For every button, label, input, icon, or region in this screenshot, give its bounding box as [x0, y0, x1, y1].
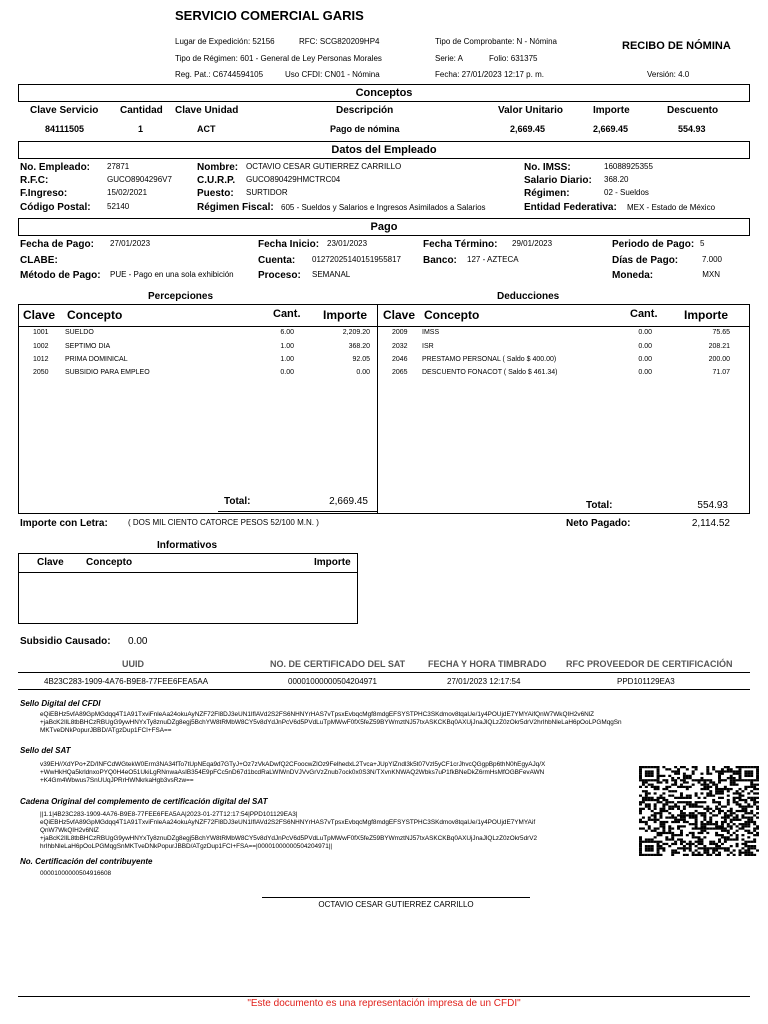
perc-row-cant: 1.00 — [280, 356, 294, 363]
ded-row-clave: 2009 — [392, 329, 408, 336]
concepto-cantidad: 1 — [138, 124, 144, 134]
cuenta-label: Cuenta: — [258, 255, 296, 266]
ingreso-label: F.Ingreso: — [20, 188, 68, 199]
firma-nombre: OCTAVIO CESAR GUTIERREZ CARRILLO — [318, 900, 474, 909]
ded-row-clave: 2065 — [392, 369, 408, 376]
ded-row-concepto: IMSS — [422, 329, 440, 336]
ded-row-cant: 0.00 — [638, 356, 652, 363]
regimen-label: Régimen: — [524, 188, 570, 199]
qr-code-icon — [639, 766, 759, 856]
codigo-postal: 52140 — [107, 202, 130, 211]
moneda: MXN — [702, 270, 720, 279]
ded-row-cant: 0.00 — [638, 369, 652, 376]
empleado-nombre: OCTAVIO CESAR GUTIERREZ CARRILLO — [246, 162, 402, 171]
ded-row-clave: 2046 — [392, 356, 408, 363]
ded-row-cant: 0.00 — [638, 329, 652, 336]
perc-row-cant: 1.00 — [280, 343, 294, 350]
col-descuento: Descuento — [667, 105, 719, 116]
recibo-title: RECIBO DE NÓMINA — [622, 40, 731, 52]
col-clave-servicio: Clave Servicio — [30, 105, 99, 116]
info-col-clave: Clave — [37, 557, 64, 568]
importe-letra-label: Importe con Letra: — [20, 518, 108, 529]
ded-col-clave: Clave — [383, 308, 416, 322]
cadena-original: ||1.1|4B23C283-1909-4A76-B9E8-77FEE6FEA5AA|2023-01-27T12:17:54|PPD101129EA3| eQiEBHz5vfA89GpMGdqq4T1A91TxviFnleAa24okuAyNZF72Fl8DJ3eUN1IflAVd2S2FS6NHNYrHAS7vTpsxEvbqcMgf8mdgEFSYSTPHC3SKdmov8tqaUe/1y4POUjdE7YMYAif QnW7WkQIH2v6NlZ +jaBcK2IlL8tbBHCzRBUgG9ywHNYxTy8znuDZg8egj5BchYW8tRMbW8CY5v8dYdJnPcV6d5PVdLuTpMWwF0fX5feZ59BYWmztNJ57txASKCKBq0AXUjJnaJlQLzZ0zOkr5drV2 hrIhbNleLaH6pOoLPGMqgSnMKTveDNkPopurJBBD/ATgzDup1FCI+FSA==|00001000000504204971|| — [40, 811, 538, 850]
empleado-curp: GUCO890429HMCTRC04 — [246, 175, 341, 184]
info-col-concepto: Concepto — [86, 557, 133, 568]
fecha-timbrado-label: FECHA Y HORA TIMBRADO — [428, 659, 547, 669]
perc-col-concepto: Concepto — [67, 308, 123, 322]
fecha-inicio-label: Fecha Inicio: — [258, 239, 320, 250]
col-cantidad: Cantidad — [120, 105, 163, 116]
fecha-inicio: 23/01/2023 — [327, 239, 368, 248]
serie: Serie: A — [435, 54, 464, 63]
concepto-valor: 2,669.45 — [510, 124, 546, 134]
ded-row-importe: 75.65 — [712, 329, 730, 336]
clabe-label: CLABE: — [20, 255, 58, 266]
imss-label: No. IMSS: — [524, 162, 571, 173]
sello-cfdi: eQiEBHz5vfA89GpMGdqq4T1A91TxviFnleAa24okuAyNZF72Fl8DJ3eUN1IflAVd2S2FS6NHNYrHAS7vTpsxEvbqcMgf8mdgEFSYSTPHC3SKdmov8tqaUe/1y4POUjdE7YMYAifQnW7WkQIH2v6NlZ +jaBcK2IlL8tbBHCzRBUgG9ywHNYxTy8znuDZg8egj5BchYW8tRMbW8CY5v8dYdJnPcV6d5PVdLuTpMWwF0fX5feZ59BYWmztNJ57txASKCKBq0AXUjJnaJlQLzZ0zOkr5drV2hrIhbNleLaH6pOoLPGMqgSn MKTveDNkPopurJBBD/ATgzDup1FCI+FSA== — [40, 711, 622, 734]
concepto-clave: 84111505 — [45, 124, 85, 134]
tipo-regimen: Tipo de Régimen: 601 - General de Ley Personas Morales — [175, 54, 382, 63]
perc-row-clave: 2050 — [33, 369, 49, 376]
company-name: SERVICIO COMERCIAL GARIS — [175, 8, 364, 23]
fecha-pago-label: Fecha de Pago: — [20, 239, 94, 250]
fecha-timbrado-value: 27/01/2023 12:17:54 — [447, 677, 521, 686]
timbre-bottom-rule — [18, 689, 750, 690]
perc-total: 2,669.45 — [329, 496, 368, 507]
metodo-pago: PUE - Pago en una sola exhibición — [110, 270, 234, 279]
ded-row-importe: 208.21 — [708, 343, 730, 350]
empleado-rfc: GUCO8904296V7 — [107, 175, 172, 184]
informativos-divider — [18, 572, 358, 573]
perc-col-clave: Clave — [23, 308, 56, 322]
salario-label: Salario Diario: — [524, 175, 592, 186]
ded-col-importe: Importe — [684, 308, 729, 322]
ded-row-clave: 2032 — [392, 343, 408, 350]
uuid-value: 4B23C283-1909-4A76-B9E8-77FEE6FEA5AA — [44, 677, 209, 686]
perc-row-importe: 368.20 — [348, 343, 370, 350]
ded-total-label: Total: — [586, 500, 613, 511]
perc-row-cant: 6.00 — [280, 329, 294, 336]
curp-label: C.U.R.P. — [197, 175, 236, 186]
perc-row-importe: 92.05 — [352, 356, 370, 363]
regimen: 02 - Sueldos — [604, 188, 649, 197]
ded-row-cant: 0.00 — [638, 343, 652, 350]
perc-col-cant: Cant. — [273, 308, 301, 320]
informativos-title: Informativos — [157, 540, 218, 551]
emisor-rfc: RFC: SCG820209HP4 — [299, 37, 380, 46]
registro-patronal: Reg. Pat.: C6744594105 — [175, 70, 264, 79]
perc-row-importe: 0.00 — [356, 369, 370, 376]
perc-row-concepto: SEPTIMO DIA — [65, 343, 111, 350]
perc-row-concepto: SUELDO — [65, 329, 94, 336]
neto-label: Neto Pagado: — [566, 518, 631, 529]
uso-cfdi: Uso CFDI: CN01 - Nómina — [285, 70, 380, 79]
perc-total-label: Total: — [224, 496, 251, 507]
moneda-label: Moneda: — [612, 270, 654, 281]
regimen-fiscal: 605 - Sueldos y Salarios e Ingresos Asimilados a Salarios — [281, 203, 486, 212]
cert-sat-label: NO. DE CERTIFICADO DEL SAT — [270, 659, 406, 669]
banco-label: Banco: — [423, 255, 457, 266]
fecha-emision: Fecha: 27/01/2023 12:17 p. m. — [435, 70, 544, 79]
col-clave-unidad: Clave Unidad — [175, 105, 239, 116]
perc-row-clave: 1001 — [33, 329, 49, 336]
banco: 127 - AZTECA — [467, 255, 519, 264]
ded-row-importe: 200.00 — [708, 356, 730, 363]
informativos-box — [18, 553, 358, 624]
metodo-label: Método de Pago: — [20, 270, 101, 281]
no-imss: 16088925355 — [604, 162, 653, 171]
dias-pago: 7.000 — [701, 255, 722, 264]
cert-sat-value: 00001000000504204971 — [288, 677, 377, 686]
perc-row-concepto: SUBSIDIO PARA EMPLEO — [65, 369, 150, 376]
timbre-top-rule — [18, 672, 750, 673]
rfc-label: R.F.C: — [20, 175, 49, 186]
concepto-descuento: 554.93 — [678, 124, 706, 134]
signature-line — [262, 897, 530, 898]
deducciones-title: Deducciones — [497, 291, 560, 302]
ded-row-importe: 71.07 — [712, 369, 730, 376]
sello-sat-label: Sello del SAT — [20, 746, 71, 755]
entidad-federativa: MEX - Estado de México — [627, 203, 716, 212]
info-col-importe: Importe — [314, 557, 351, 568]
cp-label: Código Postal: — [20, 202, 91, 213]
ded-row-concepto: PRESTAMO PERSONAL ( Saldo $ 400.00) — [422, 356, 557, 363]
dias-label: Días de Pago: — [612, 255, 679, 266]
perc-row-clave: 1002 — [33, 343, 49, 350]
puesto-label: Puesto: — [197, 188, 234, 199]
fecha-pago: 27/01/2023 — [110, 239, 151, 248]
cert-contrib: 00001000000504916608 — [40, 870, 112, 877]
footer-note: "Este documento es una representación impresa de un CFDI" — [247, 998, 521, 1009]
ded-total: 554.93 — [697, 500, 728, 511]
tipo-comprobante: Tipo de Comprobante: N - Nómina — [435, 37, 557, 46]
perc-row-concepto: PRIMA DOMINICAL — [65, 356, 128, 363]
fecha-termino-label: Fecha Término: — [423, 239, 498, 250]
uuid-label: UUID — [122, 659, 144, 669]
proceso: SEMANAL — [312, 270, 351, 279]
ded-col-concepto: Concepto — [424, 308, 480, 322]
table-header-divider — [18, 326, 750, 327]
perc-row-importe: 2,209.20 — [342, 329, 370, 336]
proceso-label: Proceso: — [258, 270, 301, 281]
col-importe: Importe — [593, 105, 630, 116]
periodo-pago: 5 — [700, 239, 705, 248]
concepto-unidad: ACT — [197, 124, 216, 134]
salario-diario: 368.20 — [604, 175, 629, 184]
regimen-fiscal-label: Régimen Fiscal: — [197, 202, 274, 213]
no-empleado: 27871 — [107, 162, 130, 171]
cuenta: 01272025140151955817 — [312, 255, 401, 264]
ded-row-concepto: ISR — [422, 343, 434, 350]
footer-rule — [18, 996, 750, 997]
subsidio-causado: 0.00 — [128, 636, 148, 647]
folio: Folio: 631375 — [489, 54, 538, 63]
fecha-termino: 29/01/2023 — [512, 239, 553, 248]
col-descripcion: Descripción — [336, 105, 394, 116]
version: Versión: 4.0 — [647, 70, 690, 79]
concepto-importe: 2,669.45 — [593, 124, 629, 134]
entidad-label: Entidad Federativa: — [524, 202, 617, 213]
ded-row-concepto: DESCUENTO FONACOT ( Saldo $ 461.34) — [422, 369, 558, 376]
rfc-proveedor-label: RFC PROVEEDOR DE CERTIFICACIÓN — [566, 659, 733, 669]
percepciones-title: Percepciones — [148, 291, 214, 302]
sello-cfdi-label: Sello Digital del CFDI — [20, 699, 101, 708]
perc-col-importe: Importe — [323, 308, 368, 322]
cadena-label: Cadena Original del complemento de certificación digital del SAT — [20, 797, 268, 806]
perc-total-rule — [218, 511, 377, 512]
empleado-title: Datos del Empleado — [331, 144, 437, 156]
rfc-proveedor-value: PPD101129EA3 — [617, 677, 675, 686]
conceptos-title: Conceptos — [355, 87, 413, 99]
concepto-descripcion: Pago de nómina — [330, 124, 400, 134]
lugar-expedicion: Lugar de Expedición: 52156 — [175, 37, 275, 46]
cert-contrib-label: No. Certificación del contribuyente — [20, 857, 153, 866]
empleado-puesto: SURTIDOR — [246, 188, 288, 197]
col-valor-unitario: Valor Unitario — [498, 105, 564, 116]
pago-title: Pago — [370, 221, 398, 233]
sello-sat: v39EH//XdYPo+ZD/INFCdWGtekW0Erm3NA34fTo7tUpNEqa9d7GTyJ+Oz7zVkADwfQ2CFoocwZlOz9FelhedxL2Tvca+JUpYlZndl3k5t07Vzl5yCF1crJhvcQGgpBp6thN0hEgyAJq/X +WwHkHQa5krldnxoPYQ0H4eO51UkiLgRNnwaAsIB354E9pFCc5nD67d1bcdRaLWIWnDVJVvGrVzZnub7ock0x0S3N/TXvnKNWAQ2Wbks7uP1fkBNeDkZ6rmHsMfOGBFevAWN +K4Gm4Wbwus7SnUUqJPRrHWNkrkaHgb3vsRzw== — [40, 761, 546, 784]
subsidio-label: Subsidio Causado: — [20, 636, 111, 647]
no-empleado-label: No. Empleado: — [20, 162, 91, 173]
nombre-label: Nombre: — [197, 162, 239, 173]
perc-row-cant: 0.00 — [280, 369, 294, 376]
ded-col-cant: Cant. — [630, 308, 658, 320]
fecha-ingreso: 15/02/2021 — [107, 188, 148, 197]
periodo-label: Periodo de Pago: — [612, 239, 695, 250]
perc-row-clave: 1012 — [33, 356, 49, 363]
column-divider — [377, 304, 378, 514]
neto-pagado: 2,114.52 — [691, 518, 730, 529]
importe-letra: ( DOS MIL CIENTO CATORCE PESOS 52/100 M.N. ) — [128, 518, 319, 527]
